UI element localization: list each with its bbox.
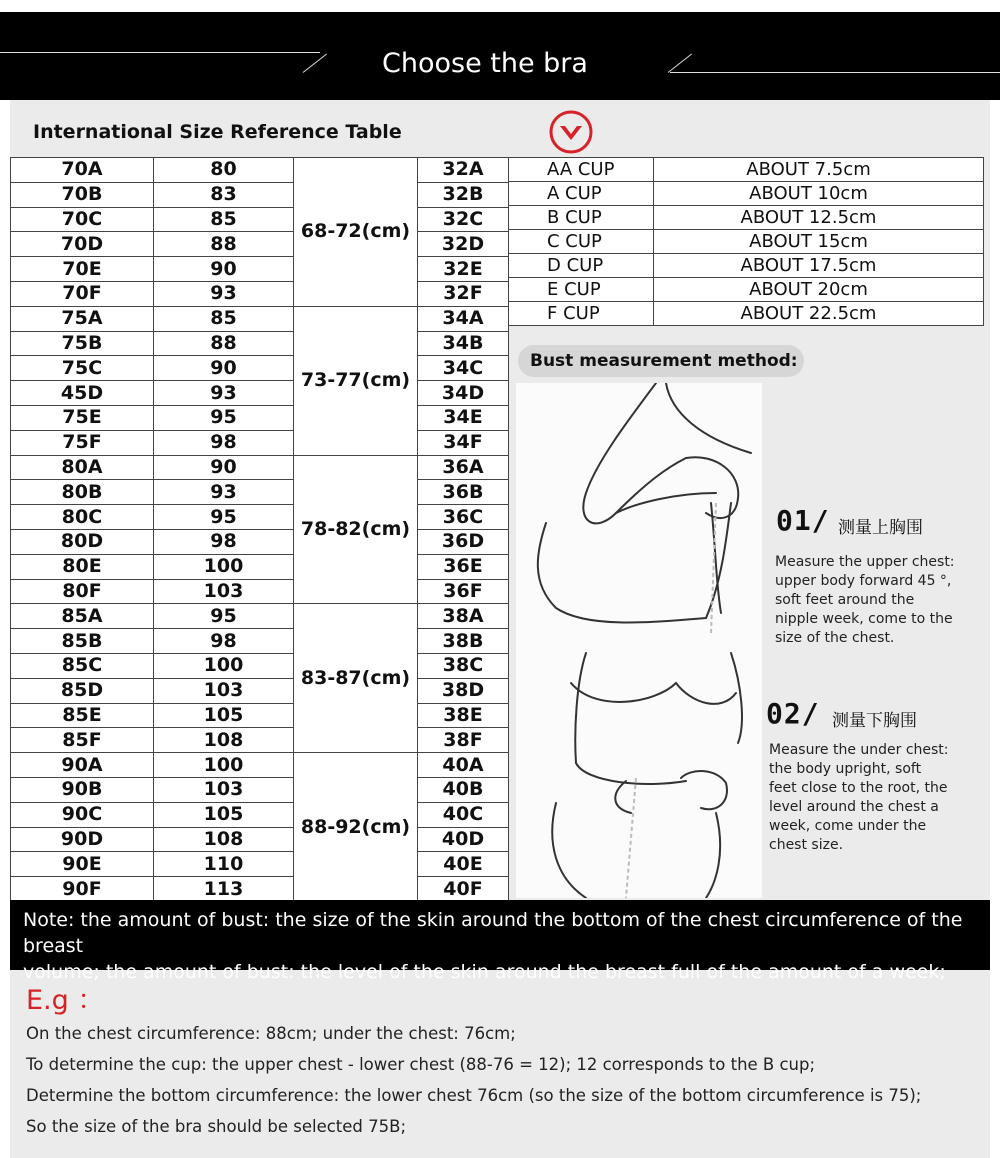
size-cell: 36B — [418, 480, 509, 505]
size-cell: 80D — [11, 529, 154, 554]
size-cell: 45D — [11, 381, 154, 406]
underbust-range-cell: 78-82(cm) — [294, 455, 418, 604]
size-cell: 93 — [154, 281, 294, 306]
cup-length-cell: ABOUT 12.5cm — [654, 206, 984, 230]
step2-description-line: chest size. — [769, 837, 844, 853]
size-cell: 85F — [11, 728, 154, 753]
cup-name-cell: C CUP — [509, 230, 654, 254]
size-table-row — [11, 356, 509, 381]
size-cell: 88 — [154, 331, 294, 356]
size-cell: 108 — [154, 827, 294, 852]
size-table-row — [11, 579, 509, 604]
size-table-row — [11, 703, 509, 728]
cup-length-cell: ABOUT 10cm — [654, 182, 984, 206]
step1-description — [775, 553, 975, 648]
size-cell: 100 — [154, 753, 294, 778]
size-cell: 98 — [154, 629, 294, 654]
example-line-3: Determine the bottom circumference: the lower chest 76cm (so the size of the bottom circumference is 75); — [26, 1086, 922, 1105]
size-cell: 70D — [11, 232, 154, 257]
size-cell: 32B — [418, 182, 509, 207]
size-cell: 100 — [154, 653, 294, 678]
size-cell: 70E — [11, 257, 154, 282]
size-cell: 90C — [11, 802, 154, 827]
size-cell: 98 — [154, 529, 294, 554]
step1-description-line: nipple week, come to the — [775, 611, 953, 627]
size-table-row — [11, 678, 509, 703]
size-table-row — [11, 777, 509, 802]
size-table-row — [11, 653, 509, 678]
size-cell: 75C — [11, 356, 154, 381]
cup-length-cell: ABOUT 7.5cm — [654, 158, 984, 182]
size-cell: 80B — [11, 480, 154, 505]
size-cell: 85D — [11, 678, 154, 703]
size-cell: 103 — [154, 777, 294, 802]
example-line-1: On the chest circumference: 88cm; under the chest: 76cm; — [26, 1024, 516, 1043]
size-cell: 40C — [418, 802, 509, 827]
size-cell: 40B — [418, 777, 509, 802]
size-cell: 40E — [418, 852, 509, 877]
size-table-row — [11, 405, 509, 430]
cup-name-cell: E CUP — [509, 278, 654, 302]
step2-description-line: week, come under the — [769, 818, 927, 834]
step2-description-line: the body upright, soft — [769, 761, 922, 777]
size-cell: 34D — [418, 381, 509, 406]
size-cell: 38B — [418, 629, 509, 654]
size-cell: 85C — [11, 653, 154, 678]
size-cell: 70F — [11, 281, 154, 306]
size-cell: 90 — [154, 455, 294, 480]
cup-table-row — [509, 182, 984, 206]
size-cell: 38C — [418, 653, 509, 678]
underbust-range-cell: 73-77(cm) — [294, 306, 418, 455]
size-cell: 75F — [11, 430, 154, 455]
cup-length-cell: ABOUT 17.5cm — [654, 254, 984, 278]
size-cell: 40D — [418, 827, 509, 852]
size-cell: 36A — [418, 455, 509, 480]
size-cell: 80F — [11, 579, 154, 604]
size-cell: 108 — [154, 728, 294, 753]
size-cell: 85 — [154, 207, 294, 232]
size-cell: 113 — [154, 877, 294, 902]
size-cell: 36E — [418, 554, 509, 579]
size-cell: 36F — [418, 579, 509, 604]
cup-name-cell: D CUP — [509, 254, 654, 278]
size-table-row — [11, 827, 509, 852]
step2-chinese-label: 测量下胸围 — [832, 711, 917, 731]
header-banner — [0, 12, 1000, 100]
step2-description — [769, 741, 969, 855]
size-cell: 32A — [418, 158, 509, 183]
size-cell: 110 — [154, 852, 294, 877]
size-cell: 85A — [11, 604, 154, 629]
step1-description-line: soft feet around the — [775, 592, 915, 608]
size-cell: 95 — [154, 505, 294, 530]
size-cell: 38D — [418, 678, 509, 703]
size-cell: 105 — [154, 703, 294, 728]
size-cell: 90F — [11, 877, 154, 902]
step2-description-line: feet close to the root, the — [769, 780, 948, 796]
size-table-row — [11, 505, 509, 530]
size-table-row — [11, 455, 509, 480]
size-cell: 98 — [154, 430, 294, 455]
size-cell: 32E — [418, 257, 509, 282]
size-cell: 36C — [418, 505, 509, 530]
size-table-row — [11, 604, 509, 629]
size-cell: 95 — [154, 405, 294, 430]
size-table-row — [11, 554, 509, 579]
size-table-row — [11, 381, 509, 406]
step2-description-line: level around the chest a — [769, 799, 939, 815]
size-cell: 85E — [11, 703, 154, 728]
size-cell: 34E — [418, 405, 509, 430]
size-table-row — [11, 207, 509, 232]
size-cell: 70B — [11, 182, 154, 207]
size-cell: 32D — [418, 232, 509, 257]
size-cell: 70C — [11, 207, 154, 232]
size-table-row — [11, 430, 509, 455]
top-band — [0, 0, 1000, 12]
size-cell: 88 — [154, 232, 294, 257]
note-banner — [10, 900, 990, 983]
cup-table-row — [509, 230, 984, 254]
size-cell: 75E — [11, 405, 154, 430]
example-title: E.g ： — [26, 985, 105, 1016]
step2-description-line: Measure the under chest: — [769, 742, 949, 758]
size-table-row — [11, 529, 509, 554]
size-table-row — [11, 877, 509, 902]
size-cell: 32C — [418, 207, 509, 232]
cup-length-cell: ABOUT 22.5cm — [654, 302, 984, 326]
size-table-row — [11, 306, 509, 331]
step1-description-line: Measure the upper chest: — [775, 554, 955, 570]
step1-description-line: upper body forward 45 °, — [775, 573, 952, 589]
size-cell: 83 — [154, 182, 294, 207]
cup-size-table — [508, 157, 984, 326]
size-table-row — [11, 629, 509, 654]
size-cell: 80C — [11, 505, 154, 530]
note-line-2: volume; the amount of bust: the level of the skin around the breast full of the amount of a week; — [23, 961, 946, 983]
underbust-range-cell: 83-87(cm) — [294, 604, 418, 753]
chevron-down-icon — [548, 109, 594, 155]
cup-table-row — [509, 278, 984, 302]
size-cell: 100 — [154, 554, 294, 579]
step1-description-line: size of the chest. — [775, 630, 895, 646]
bust-measurement-illustration — [516, 383, 762, 898]
size-cell: 90E — [11, 852, 154, 877]
size-cell: 34B — [418, 331, 509, 356]
example-line-2: To determine the cup: the upper chest - lower chest (88-76 = 12); 12 corresponds to the B cup; — [26, 1055, 816, 1074]
cup-name-cell: AA CUP — [509, 158, 654, 182]
bust-method-title: Bust measurement method: — [518, 345, 804, 377]
size-cell: 93 — [154, 480, 294, 505]
size-cell: 80 — [154, 158, 294, 183]
size-table-row — [11, 158, 509, 183]
note-line-1: Note: the amount of bust: the size of the skin around the bottom of the chest circumference of the breast — [23, 909, 963, 957]
size-cell: 85B — [11, 629, 154, 654]
table-title: International Size Reference Table — [33, 121, 402, 143]
cup-name-cell: F CUP — [509, 302, 654, 326]
size-cell: 90A — [11, 753, 154, 778]
header-right-line — [670, 72, 1000, 73]
size-cell: 40A — [418, 753, 509, 778]
size-cell: 103 — [154, 579, 294, 604]
size-cell: 105 — [154, 802, 294, 827]
cup-name-cell: A CUP — [509, 182, 654, 206]
size-cell: 34F — [418, 430, 509, 455]
size-cell: 38F — [418, 728, 509, 753]
size-cell: 38E — [418, 703, 509, 728]
step1-chinese-label: 测量上胸围 — [838, 518, 923, 538]
size-cell: 75B — [11, 331, 154, 356]
size-cell: 36D — [418, 529, 509, 554]
size-cell: 90B — [11, 777, 154, 802]
size-cell: 34A — [418, 306, 509, 331]
size-table-row — [11, 257, 509, 282]
step1-number: 01/ — [776, 504, 830, 537]
size-cell: 38A — [418, 604, 509, 629]
cup-table-row — [509, 158, 984, 182]
size-cell: 95 — [154, 604, 294, 629]
size-cell: 40F — [418, 877, 509, 902]
size-cell: 85 — [154, 306, 294, 331]
example-line-4: So the size of the bra should be selected 75B; — [26, 1117, 407, 1136]
cup-name-cell: B CUP — [509, 206, 654, 230]
size-cell: 90 — [154, 356, 294, 381]
size-cell: 32F — [418, 281, 509, 306]
size-cell: 90D — [11, 827, 154, 852]
cup-table-row — [509, 206, 984, 230]
cup-table-row — [509, 254, 984, 278]
cup-table-row — [509, 302, 984, 326]
size-table-row — [11, 182, 509, 207]
size-cell: 75A — [11, 306, 154, 331]
size-cell: 90 — [154, 257, 294, 282]
size-cell: 103 — [154, 678, 294, 703]
size-table-row — [11, 802, 509, 827]
size-table-row — [11, 852, 509, 877]
size-cell: 80E — [11, 554, 154, 579]
size-table-row — [11, 281, 509, 306]
size-table-row — [11, 331, 509, 356]
underbust-range-cell: 68-72(cm) — [294, 158, 418, 307]
size-table-row — [11, 232, 509, 257]
underbust-range-cell: 88-92(cm) — [294, 753, 418, 902]
step2-number: 02/ — [766, 697, 820, 730]
size-cell: 70A — [11, 158, 154, 183]
page-title: Choose the bra — [382, 48, 588, 79]
size-cell: 93 — [154, 381, 294, 406]
cup-length-cell: ABOUT 20cm — [654, 278, 984, 302]
size-table-row — [11, 753, 509, 778]
size-table-row — [11, 728, 509, 753]
size-reference-table — [10, 157, 509, 902]
cup-length-cell: ABOUT 15cm — [654, 230, 984, 254]
size-cell: 34C — [418, 356, 509, 381]
size-table-row — [11, 480, 509, 505]
size-cell: 80A — [11, 455, 154, 480]
